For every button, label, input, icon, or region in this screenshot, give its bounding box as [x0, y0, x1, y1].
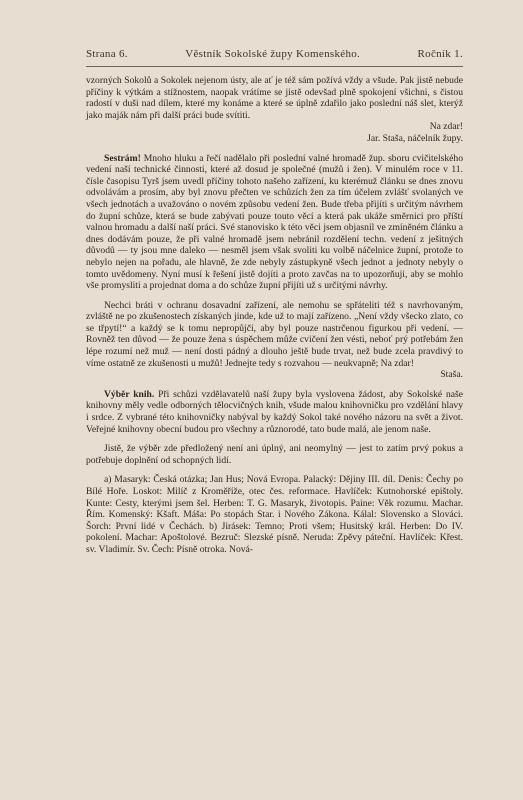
paragraph-3: Nechci bráti v ochranu dosavadní zařízení, ale nemohu se spřáteliti též s navrhovaným, zvláště ne po zkušenostech získaných jinde, kde už to mají zařízeno. „Není vždy všecko zlato, co se třpytí!“ a každý se k tomu nepropůjčí, aby byl pouze nastrčenou figurkou při vedení. — Rovněž ten důvod — že pouze žena s úspěchem může cvičení žen vésti, neboť prý potřebám žen lépe rozumí než muž — není dosti pádný a dlouho ještě bude trvat, než bude zcela pravdivý to víme ostatně ze zkušenosti u mužů! Jednejte tedy s rozvahou — neukvapně; Na zdar! [86, 299, 463, 369]
paragraph-vyber-knih [86, 389, 463, 435]
volume-number: Ročník 1. [417, 48, 463, 60]
lead-sestram: Sestrám! [104, 152, 141, 164]
book-list: a) Masaryk: Česká otázka; Jan Hus; Nová Evropa. Palacký: Dějiny III. díl. Denis: Čechy po Bílé Hoře. Loskot: Milíč z Kroměříže, otec čes. reformace. Havlíček: Kutnohorské epištoly. Kunte: Cesty, kterými jsem šel. Herben: T. G. Masaryk, životopis. Paine: Věk rozumu. Machar. Řím. Komenský: Kšaft. Máša: Po stopách Star. i Nového Zákona. Kálal: Slovensko a Slováci. Šorch: První lidé v Čechách. b) Jirásek: Temno; Proti všem; Husitský král. Herben: Do IV. pokolení. Machar: Apoštolové. Bezruč: Slezské písně. Neruda: Zpěvy páteční. Havlíček: Křest. sv. Vladimír. Sv. Čech: Písně otroka. Nová- [86, 474, 463, 555]
header-rule [86, 66, 463, 67]
journal-title: Věstník Sokolské župy Komenského. [185, 48, 361, 60]
paragraph-5: Jistě, že výběr zde předložený není ani úplný, ani neomylný — jest to zatím prvý pokus a potřebuje doplnění od schopných lidí. [86, 443, 463, 466]
page-header [86, 48, 463, 60]
paragraph-1: vzorných Sokolů a Sokolek nejenom ústy, ale ať je též sám požívá vždy a všude. Pak jistě nebude příčiny k výtkám a stížnostem, naopak vrátíme se jistě odevšad plně spokojení všichni, s čistou radostí v duši nad dílem, které my konáme a které se úplně zdařilo jako poslední náš slet, kterýž jako maják nám při další práci bude svítiti. [86, 75, 463, 121]
signature-3: Staša. [440, 369, 463, 381]
text-sestram: Mnoho hluku a řečí nadělalo při poslední valné hromadě žup. sboru cvičitelského vedení naší technické činnosti, které až dosud je společné (mužů i žen). V minulém roce v 11. čísle časopisu Tyrš jsem uvedl příčiny tohoto našeho zařízení, ku kterémuž článku se dnes znovu odvolávám a prosím, aby byl znovu přečten ve schůzích žen za tím účelem zvlášť svolaných ve všech jednotách a uvažováno o novém způsobu vedení žen. Bude třeba přijíti s určitým návrhem do župní schůze, která se bude zabývati pouze touto věcí a která pak ukáže směrnici pro příští valnou hromadu a další naší práci. Své stanovisko k této věci jsem objasnil ve zmíněném článku a dnes dodávám pouze, že při valné hromadě jsem nebránil rozdělení techn. vedení z ješitných důvodů — ty jsou mne daleko — nesměl jsem však svoliti ku volbě náčelnice župní, protože to nebylo nejen na pořadu, ale hlavně, že zde nebyly zástupkyně všech jednot a jednoty nebyly o tomto uvědomeny. Nyní musí k řešení jistě dojíti a proto zavčas na to upozorňuji, aby se mohlo vše promysliti a projednat doma a do schůze župní přijíti už s určitými návrhy. [86, 152, 463, 292]
text-vyber-knih: Při schůzi vzdělavatelů naší župy byla vyslovena žádost, aby Sokolské naše knihovny měly vedle odborných tělocvičných knih, všude malou knihovničku pro vzdělání hlavy i srdce. Z vybrané této knihovničky nabýval by každý Sokol také nového názoru na svět a život. Veřejné knihovny obecní budou pro všechny a různorodé, tato bude malá, ale jenom naše. [86, 388, 463, 435]
signature-1: Jar. Staša, náčelník župy. [367, 132, 463, 144]
paragraph-sestram [86, 153, 463, 292]
closing-na-zdar: Na zdar! [429, 121, 463, 133]
lead-vyber-knih: Výběr knih. [104, 388, 155, 400]
page-number: Strana 6. [86, 48, 128, 60]
